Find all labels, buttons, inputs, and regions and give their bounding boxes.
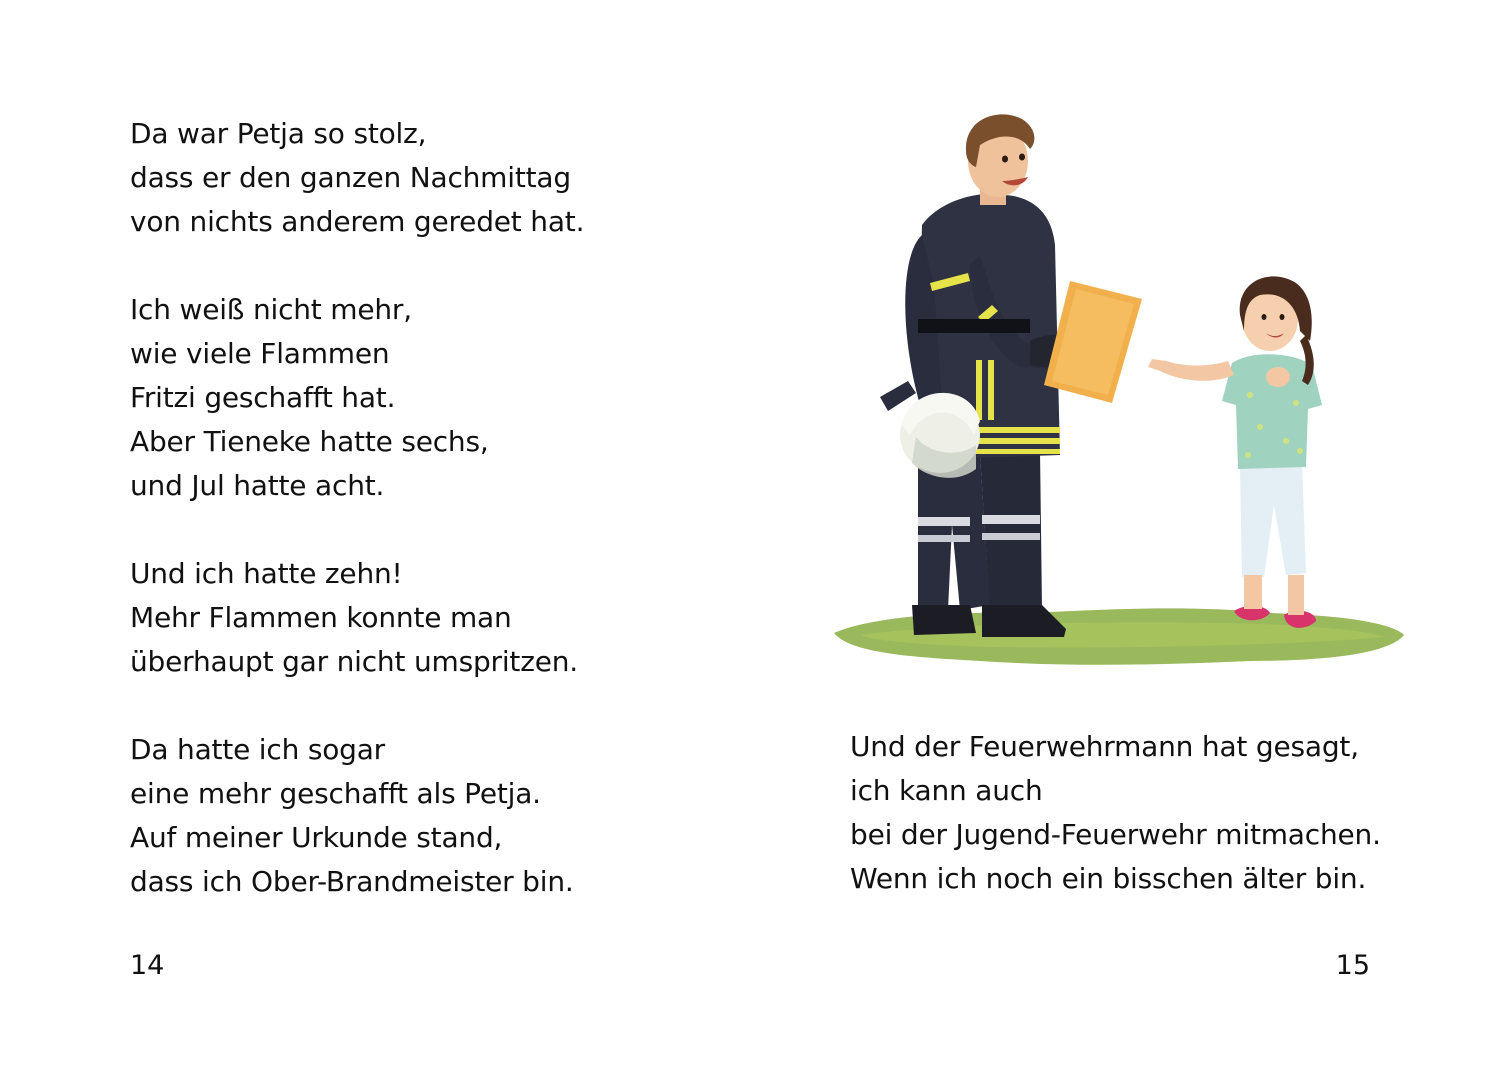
page-number-right: 15 — [1335, 950, 1370, 981]
text-line: dass er den ganzen Nachmittag — [130, 161, 571, 194]
girl-pants — [1240, 463, 1306, 577]
stanza — [130, 288, 584, 508]
text-line: Auf meiner Urkunde stand, — [130, 821, 503, 854]
right-page-text — [850, 725, 1381, 901]
text-line: Fritzi geschafft hat. — [130, 381, 396, 414]
boot-left — [912, 605, 976, 635]
page-number-left: 14 — [130, 950, 165, 981]
text-line: Aber Tieneke hatte sechs, — [130, 425, 489, 458]
illustration-firefighter-and-girl — [830, 105, 1410, 675]
girl-arm-extended — [1148, 359, 1234, 381]
text-line: von nichts anderem geredet hat. — [130, 205, 585, 238]
text-line: ich kann auch — [850, 774, 1043, 807]
illustration-svg — [830, 105, 1410, 675]
girl-hand — [1266, 367, 1290, 387]
leg-reflective-stripe — [918, 517, 970, 526]
text-line: Da war Petja so stolz, — [130, 117, 427, 150]
stanza — [130, 728, 584, 904]
text-line: Wenn ich noch ein bisschen älter bin. — [850, 862, 1367, 895]
text-line: bei der Jugend-Feuerwehr mitmachen. — [850, 818, 1381, 851]
certificate — [1044, 281, 1142, 403]
text-line: Und der Feuerwehrmann hat gesagt, — [850, 730, 1359, 763]
left-page-text — [130, 112, 584, 904]
girl — [1148, 276, 1322, 627]
text-line: dass ich Ober-Brandmeister bin. — [130, 865, 574, 898]
text-line: Da hatte ich sogar — [130, 733, 385, 766]
firefighter-legs — [918, 455, 990, 610]
stanza — [130, 112, 584, 244]
right-page — [750, 0, 1500, 1073]
stanza — [850, 725, 1381, 901]
boot-right — [982, 605, 1066, 637]
text-line: Und ich hatte zehn! — [130, 557, 403, 590]
text-line: überhaupt gar nicht umspritzen. — [130, 645, 578, 678]
text-line: und Jul hatte acht. — [130, 469, 385, 502]
text-line: wie viele Flammen — [130, 337, 390, 370]
text-line: Ich weiß nicht mehr, — [130, 293, 412, 326]
text-line: eine mehr geschafft als Petja. — [130, 777, 541, 810]
text-line: Mehr Flammen konnte man — [130, 601, 512, 634]
belt — [918, 319, 1030, 333]
stanza — [130, 552, 584, 684]
